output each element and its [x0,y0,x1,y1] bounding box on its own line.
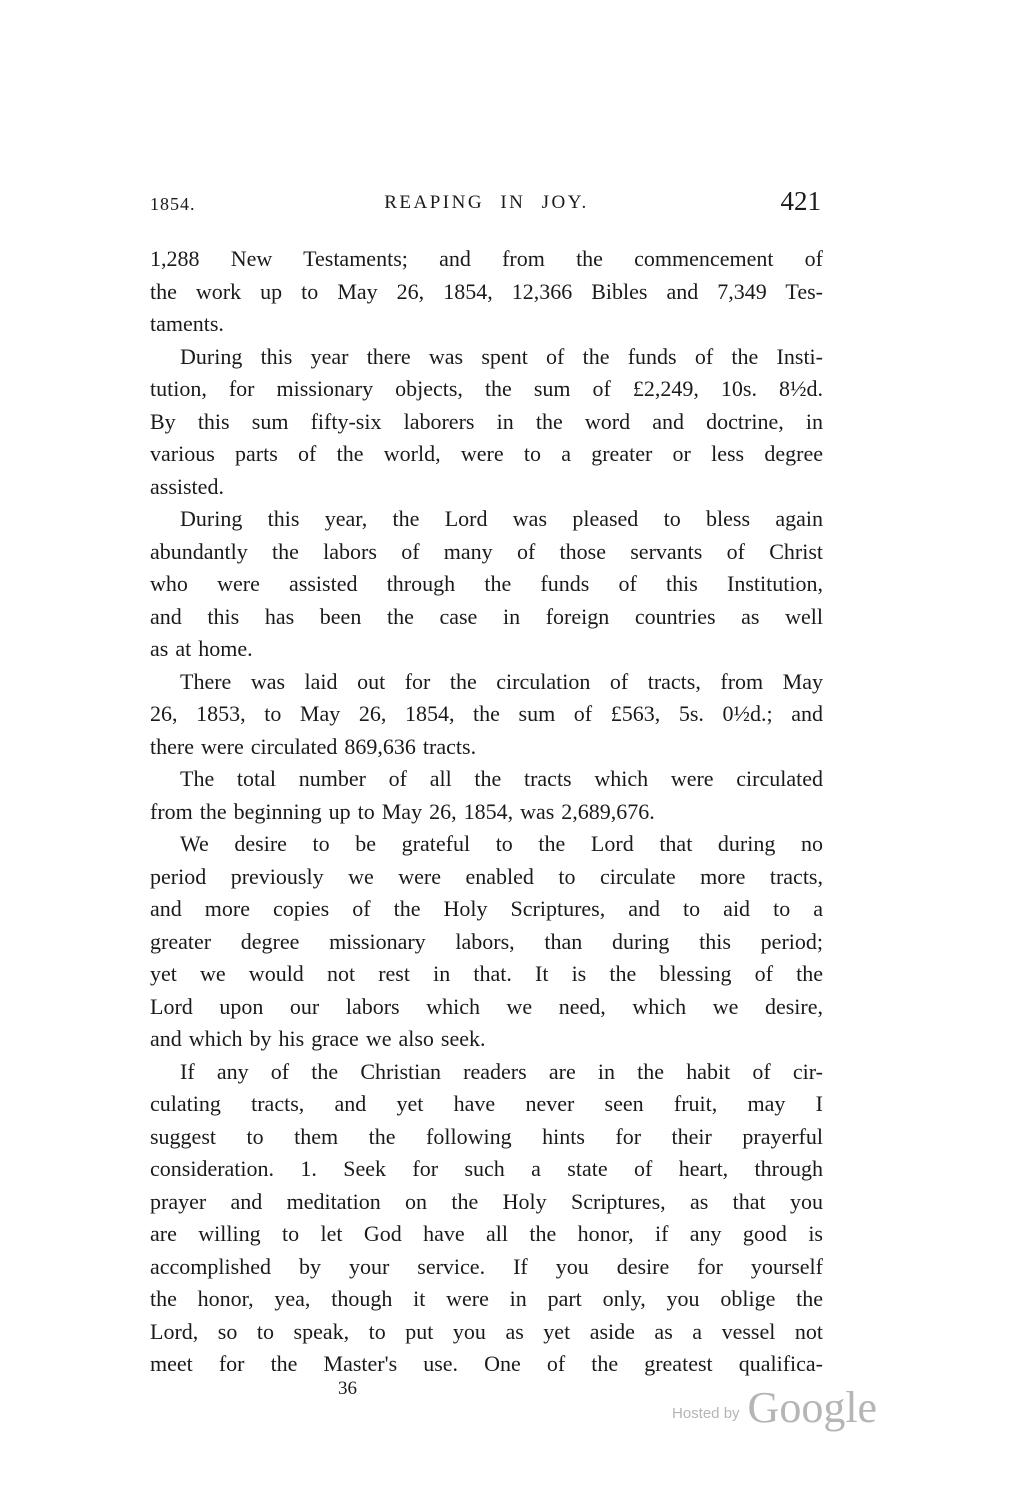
signature-mark: 36 [338,1378,357,1399]
text-line: taments. [150,311,224,336]
page-body-text [150,243,823,1381]
google-watermark [672,1383,878,1432]
text-line: We desire to be grateful to the Lord that during no [180,831,823,856]
text-line: culating tracts, and yet have never seen fruit, may I [150,1091,823,1116]
text-line: abundantly the labors of many of those servants of Christ [150,538,823,564]
text-line: are willing to let God have all the honor, if any good is [150,1221,823,1246]
text-line: 26, 1853, to May 26, 1854, the sum of £563, 5s. 0½d.; and [150,701,823,726]
hosted-by-label: Hosted by [672,1404,740,1422]
text-line: greater degree missionary labors, than during this period; [150,928,823,954]
text-line: and this has been the case in foreign countries as well [150,603,823,629]
header-year: 1854. [150,194,196,214]
text-line: prayer and meditation on the Holy Scriptures, as that you [150,1188,823,1214]
text-line: yet we would not rest in that. It is the blessing of the [150,961,823,986]
google-logo: Google [747,1383,878,1432]
text-line: meet for the Master's use. One of the greatest qualifica- [150,1351,823,1376]
text-line: period previously we were enabled to circulate more tracts, [150,863,823,889]
text-line: and which by his grace we also seek. [150,1026,486,1051]
text-line: accomplished by your service. If you desire for yourself [150,1253,823,1279]
text-line: Lord, so to speak, to put you as yet aside as a vessel not [150,1318,823,1344]
text-line: 1,288 New Testaments; and from the commencement of [150,246,823,271]
text-line: the work up to May 26, 1854, 12,366 Bibles and 7,349 Tes- [150,278,823,304]
text-line: and more copies of the Holy Scriptures, and to aid to a [150,896,823,921]
text-line: assisted. [150,473,224,499]
text-line: There was laid out for the circulation of tracts, from May [180,668,823,694]
text-line: tution, for missionary objects, the sum of £2,249, 10s. 8½d. [150,376,823,401]
page-header [150,188,823,218]
text-line: from the beginning up to May 26, 1854, was 2,689,676. [150,798,655,824]
text-line: Lord upon our labors which we need, which we desire, [150,993,823,1019]
header-page-number: 421 [780,186,821,216]
text-line: who were assisted through the funds of this Institution, [150,571,823,596]
text-line: By this sum fifty-six laborers in the word and doctrine, in [150,408,823,434]
text-line: various parts of the world, were to a greater or less degree [150,441,823,466]
text-line: During this year, the Lord was pleased to bless again [180,506,823,531]
text-line: there were circulated 869,636 tracts. [150,733,477,759]
text-line: the honor, yea, though it were in part only, you oblige the [150,1286,823,1311]
text-line: suggest to them the following hints for their prayerful [150,1123,823,1149]
text-line: During this year there was spent of the funds of the Insti- [180,343,823,369]
text-line: If any of the Christian readers are in the habit of cir- [180,1058,823,1084]
text-line: The total number of all the tracts which were circulated [180,766,823,791]
text-line: as at home. [150,636,253,661]
header-running-title: REAPING IN JOY. [384,192,589,213]
text-line: consideration. 1. Seek for such a state of heart, through [150,1156,823,1181]
